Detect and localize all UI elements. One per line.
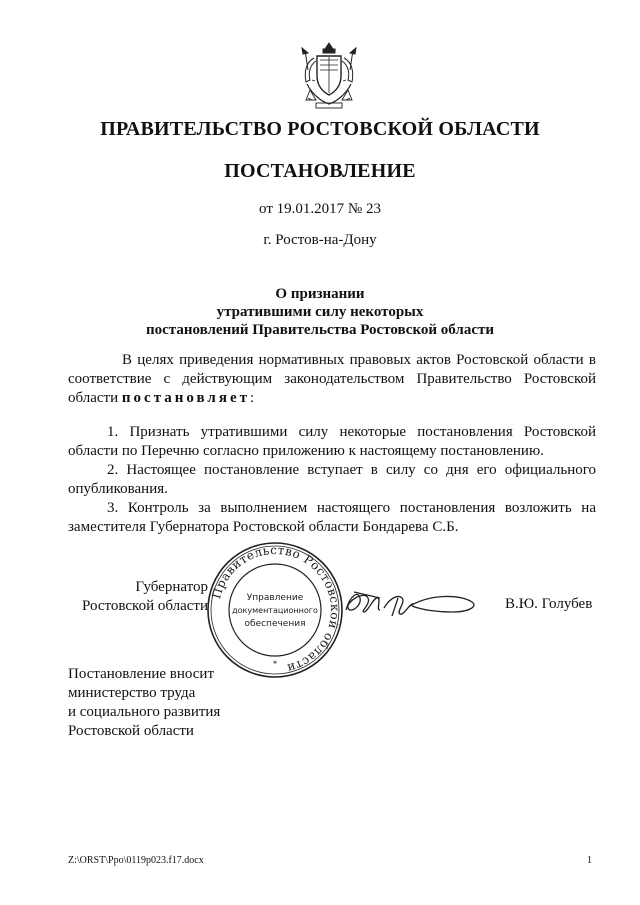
- subject-line-1: О признании: [275, 286, 365, 302]
- submitted-line-1: Постановление вносит: [68, 666, 215, 682]
- decree-item-3: 3. Контроль за выполнением настоящего постановления возложить на заместителя Губернатора Ростовской области Бондарева С.Б.: [68, 500, 596, 535]
- organization-title: ПРАВИТЕЛЬСТВО РОСТОВСКОЙ ОБЛАСТИ: [100, 118, 540, 140]
- signatory-title: [68, 578, 208, 616]
- city-line: г. Ростов-на-Дону: [263, 232, 377, 248]
- coat-of-arms-icon: [296, 40, 362, 112]
- subject-line-2: утратившими силу некоторых: [216, 304, 424, 320]
- submitted-line-4: Ростовской области: [68, 723, 194, 739]
- intro-colon: :: [250, 390, 255, 406]
- signatory-title-line-1: Губернатор: [135, 579, 208, 595]
- submitted-by-note: [68, 665, 220, 741]
- handwritten-signature: [340, 580, 480, 625]
- signatory-name: В.Ю. Голубев: [505, 596, 593, 612]
- intro-text: В целях приведения нормативных правовых актов Ростовской области в соответствие с действующим законодательством Правительство Ростовской области: [68, 352, 596, 406]
- stamp-star-icon: *: [272, 659, 278, 669]
- decree-items: [68, 423, 596, 537]
- signatory-title-line-2: Ростовской области: [82, 598, 208, 614]
- decree-item-1: 1. Признать утратившими силу некоторые постановления Ростовской области по Перечню согласно приложению к настоящему постановлению.: [68, 424, 596, 459]
- date-and-number: от 19.01.2017 № 23: [259, 201, 381, 217]
- document-type-title: ПОСТАНОВЛЕНИЕ: [224, 160, 416, 182]
- stamp-inner-line-3: обеспечения: [244, 619, 306, 629]
- submitted-line-3: и социального развития: [68, 704, 221, 720]
- stamp-inner-line-2: документационного: [232, 606, 318, 615]
- page-number: 1: [587, 855, 592, 866]
- decree-item-2: 2. Настоящее постановление вступает в силу со дня его официального опубликования.: [68, 462, 596, 497]
- document-subject: [0, 285, 640, 339]
- subject-line-3: постановлений Правительства Ростовской области: [145, 322, 494, 338]
- intro-paragraph: [68, 351, 596, 408]
- stamp-outer-text: Правительство Ростовской области: [209, 542, 343, 676]
- decree-word: постановляет: [121, 390, 250, 406]
- footer-file-path: Z:\ORST\Ppo\0119p023.f17.docx: [68, 855, 204, 866]
- official-stamp: [205, 540, 345, 680]
- stamp-inner-line-1: Управление: [246, 593, 304, 603]
- submitted-line-2: министерство труда: [68, 685, 196, 701]
